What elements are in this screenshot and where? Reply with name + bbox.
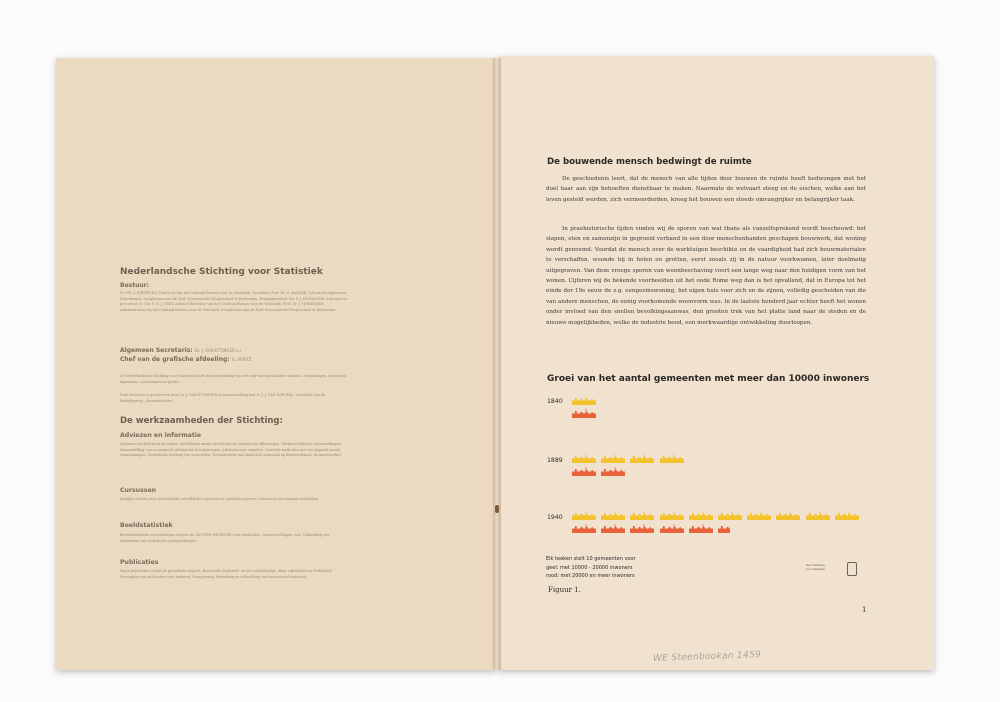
year-label-1889: 1889 [547,457,563,464]
book-spine [493,58,501,670]
town-icon-yellow-1940 [806,510,830,520]
section-cursussen-text: Jaarlijks worden drie verschillende schriftelijke cursussen in statistiek gegeven. Hieraan is een examen verbonden. [120,497,319,501]
section-publicaties-text: Eigen publicaties zooals de periodieke uitgave „Bouwende Statistiek" en het scheurboekje „Bont vijfenheid van Nederland". Verzorging van publicaties voor anderen. Groepeering, bewerking en uitbeelding van kwantitatief materiaal. [120,569,334,579]
figure-label: Figuur 1. [548,586,581,594]
section-adviezen-text: Adviezen aan bedrijven en andere instellingen inzake inrichting van statistische afdeelingen. Werkmethodische onderzoekingen. Samenstelling van economisch-statistische beschrijvingen. Adviezen voor enquêtes. Controle-methoden met een bepaald aantal waarnemingen. Statistische toetsing van voorstellen. Documentatie van statistisch materiaal op kaartsystemen. Bronnenstudies. [120,442,342,458]
secretaris-value: Dr. J. VAN ETTINGER a.i. [194,348,243,353]
pencil-annotation: WE Steenbookan 1459 [652,650,762,664]
paragraph-1: De geschiedenis leert, dat de mensch van alle tijden door bouwen de ruimte heeft bedwongen met het doel haar aan zijn behoeften dienstbaar te maken. Naarmate de welvaart steeg en de eischen, welke aan het leven gesteld werden, zich vermeerderden, kreeg het bouwen een steeds omvangrijker en belangrijker taak. [546,176,866,203]
town-icon-red-1940 [572,523,596,533]
intro-text: De Nederlandsche Stichting voor Statistiek heeft de medewerking van een staf van specialisten: statistici, wiskundigen, economen, ingenieurs, accountants en grafici. [120,374,347,384]
town-icon-yellow-1889 [660,453,684,463]
foundation-seal-icon [847,562,857,576]
town-icon-red-1940 [601,523,625,533]
town-icon-red-1889 [601,466,625,476]
section-publicaties-heading: Publicaties [120,559,159,566]
town-icon-yellow-1940 [630,510,654,520]
chef-value: G. ARNTZ. [231,357,253,362]
town-icon-red-1840 [572,408,596,418]
page-number: 1 [862,606,867,614]
secretaris-row [120,347,242,354]
town-icon-red-1940 [660,523,684,533]
town-icon-yellow-1940 [572,510,596,520]
chef-row [120,356,252,363]
section-cursussen-heading: Cursussen [120,487,157,494]
town-icon-yellow-1940 [718,510,742,520]
bestuur-text: Dr. PH. J. IDENBURG, Directeur van het Centraal Bureau voor de Statistiek, Voorzitter. Prof. Dr. O. BAKKER, Lid van de Algemeene Rekenkamer, hoogleeraar aan de Ned. Economische Hoogeschool te Rotterdam, Penningmeester. Mr. P. J. DE KANTER, advocaat en procureur. Ir. Chr. F. G. J. SMIT, Adjunct-Directeur van het Centraal Bureau voor de Statistiek. Prof. Dr. J. TINBERGEN, Administrateur bij het Centraal Bureau voor de Statistiek, hoogleeraar aan de Ned. Economische Hoogeschool te Rotterdam. [120,291,348,312]
town-icon-yellow-1889 [630,453,654,463]
town-icon-red-1889 [572,466,596,476]
town-icon-yellow-1840 [572,395,596,405]
chart-title: Groei van het aantal gemeenten met meer dan 10000 inwoners [547,374,870,384]
werkzaamheden-heading: De werkzaamheden der Stichting: [120,416,283,426]
foundation-title: Nederlandsche Stichting voor Statistiek [120,267,323,277]
town-icon-yellow-1940 [601,510,625,520]
town-icon-yellow-1940 [660,510,684,520]
year-label-1840: 1840 [547,398,563,405]
brochure-text: Deze brochure is geschreven door Dr. J. VAN ETTINGER in samenwerking met Ir. J. J. VAN DER WAL, Voorzitter van de Bedrijfsgroep „Bouwindustrie". [120,393,326,403]
staple-mark [495,505,499,513]
town-icon-red-partial-1940 [718,523,730,533]
section-beeldstatistiek-heading: Beeldstatistiek [120,522,173,529]
secretaris-label: Algemeen Secretaris: [120,347,193,354]
section-adviezen-heading: Adviezen en informatie [120,432,202,439]
town-icon-red-1940 [630,523,654,533]
section-beeldstatistiek-text: Beeldstatistische voorstellingen volgens de ISOTYPE-METHODE voor publicaties, tentoonstellingen, enz. Uitbeelding der uitkomsten van statistische onderzoekingen. [120,533,330,543]
bestuur-heading: Bestuur: [120,282,149,289]
chart-legend [546,555,636,581]
town-icon-yellow-1940 [776,510,800,520]
town-icon-yellow-1940 [689,510,713,520]
legend-unit: Elk teeken stelt 10 gemeenten voor [546,556,636,562]
town-icon-yellow-1889 [601,453,625,463]
foundation-seal-text: Ned. Stichting voor Statistiek [806,563,825,571]
town-icon-yellow-1889 [572,453,596,463]
page-title: De bouwende mensch bedwingt de ruimte [547,157,752,167]
town-icon-yellow-1940 [747,510,771,520]
year-label-1940: 1940 [547,514,563,521]
paragraph-2: In praehistorische tijden vinden wij de sporen van wat thans als vanzelfsprekend wordt beschouwd: het slapen, eten en samenzijn in gegroeid verband in een door menschenhanden geschapen bouwwerk, dat woning wordt genoemd. Voordat de mensch over de werktuigen beschikte en de vaardigheid had zich bouwmaterialen te verschaffen, woonde hij in holen en grotten, eerst zooals zij in de natuur voorkwamen, later doelmatig uitgegraven. Van deze vroege sporen van woonbeschaving voert een lange weg naar den huidigen vorm van het wonen. Cijferen wij de bekende voorbeelden uit het oude Rome weg dan is het opvallend, dat in Europa tot het einde der 19e eeuw de z.g. eengezinswoning, het eigen huis voor zich en de zijnen, volledig gescheiden van die van andere menschen, de eenig voorkomende woonvorm was. In de laatste honderd jaar echter heeft het wonen onder invloed van den snellen bevolkingsaanwas, den grooten trek van het platte land naar de steden en de nieuwe mogelijkheden, welke de industrie bood, een merkwaardige ontwikkeling doorloopen. [546,226,866,326]
town-icon-yellow-1940 [835,510,859,520]
chef-label: Chef van de grafische afdeeling: [120,356,230,363]
legend-yellow: geel: met 10000 - 20000 inwoners [546,564,633,571]
town-icon-red-1940 [689,523,713,533]
legend-red: rood: met 20000 en meer inwoners [546,573,635,580]
